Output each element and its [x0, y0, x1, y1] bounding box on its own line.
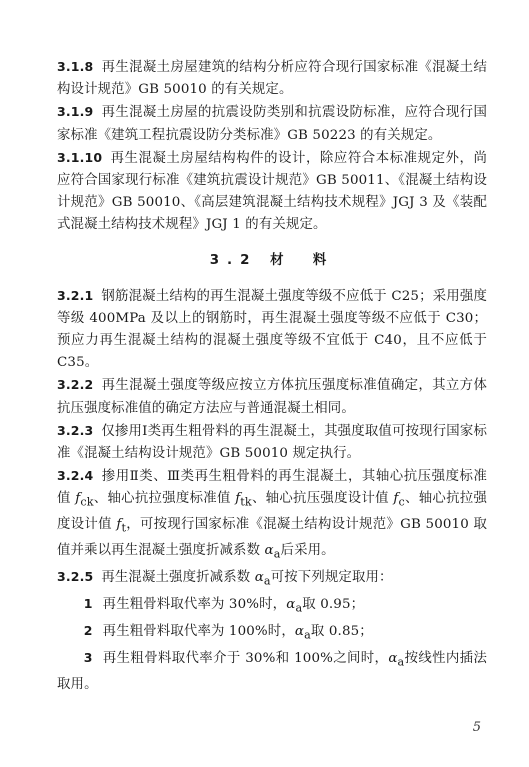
subscript: t — [121, 522, 127, 535]
symbol: α — [286, 596, 296, 612]
subscript: tk — [240, 496, 252, 510]
subscript: a — [263, 574, 271, 588]
symbol: α — [254, 570, 264, 586]
clause-3-1-10 — [57, 147, 487, 237]
clause-number: 3.2.5 — [57, 569, 94, 585]
clause-text: 再生混凝土强度折减系数 — [101, 570, 255, 586]
symbol: f — [75, 491, 81, 507]
clause-3-1-9 — [57, 101, 487, 146]
item-number: 1 — [83, 595, 93, 611]
clause-text: 、轴心抗拉强度标准值 — [93, 491, 236, 507]
symbol: α — [388, 650, 398, 666]
clause-number: 3.2.2 — [57, 377, 94, 393]
symbol: α — [294, 623, 305, 639]
document-page — [57, 0, 487, 696]
clause-text: 再生混凝土房屋的抗震设防类别和抗震设防标准，应符合现行国家标准《建筑工程抗震设防分类标准》GB 50223 的有关规定。 — [57, 105, 487, 143]
subscript: c — [398, 496, 405, 510]
clause-text: 钢筋混凝土结构的再生混凝土强度等级不应低于 C25；采用强度等级 400MPa 及以上的钢筋时，再生混凝土强度等级不应低于 C30；预应力再生混凝土结构的混凝土强度等级不宜低于 C40，且不应低于 C35。 — [57, 288, 487, 371]
clause-text: 仅掺用Ⅰ类再生粗骨料的再生混凝土，其强度取值可按现行国家标准《混凝土结构设计规范》GB 50010 规定执行。 — [57, 423, 487, 462]
clause-number: 3.1.8 — [57, 59, 94, 74]
clause-number: 3.2.1 — [57, 287, 94, 303]
clause-3-2-5 — [57, 566, 487, 593]
clause-number: 3.1.10 — [57, 149, 103, 165]
clause-number: 3.2.3 — [57, 422, 94, 438]
subscript: a — [397, 655, 405, 669]
symbol: α — [264, 543, 274, 559]
clause-3-2-1 — [57, 285, 487, 375]
item-text: 再生粗骨料取代率介于 30%和 100%之间时， — [102, 650, 389, 666]
clause-text: 再生混凝土房屋建筑的结构分析应符合现行国家标准《混凝土结构设计规范》GB 50010 的有关规定。 — [57, 60, 487, 98]
item-number: 3 — [83, 649, 93, 665]
symbol: f — [116, 517, 122, 533]
list-item — [57, 647, 487, 696]
clause-text: 再生混凝土强度等级应按立方体抗压强度标准值确定，其立方体抗压强度标准值的确定方法应与普通混凝土相同。 — [57, 378, 487, 416]
subscript: ck — [80, 496, 94, 510]
symbol: f — [235, 491, 241, 507]
section-title: 3.2 材 料 — [209, 252, 335, 268]
clause-text: 、轴心抗拉强度设计值 — [57, 491, 487, 533]
clause-text: 可按下列规定取用： — [270, 570, 393, 586]
clause-3-2-2 — [57, 374, 487, 419]
item-text: 按线性内插法取用。 — [57, 650, 487, 692]
clause-text: 后采用。 — [280, 543, 335, 559]
clause-3-2-4 — [57, 465, 487, 566]
symbol: f — [393, 491, 399, 507]
subscript: a — [295, 601, 303, 615]
item-text: 再生粗骨料取代率为 100%时， — [102, 623, 295, 639]
page-number: 5 — [472, 720, 481, 735]
item-text: 再生粗骨料取代率为 30%时， — [102, 596, 287, 612]
item-text: 取 0.95； — [302, 596, 365, 612]
clause-text: ，可按现行国家标准《混凝土结构设计规范》GB 50010 取值并乘以再生混凝土强度折减系数 — [57, 517, 487, 559]
clause-3-1-8 — [57, 56, 487, 101]
subscript: a — [304, 628, 311, 642]
clause-text: 掺用Ⅱ类、Ⅲ类再生粗骨料的再生混凝土，其轴心抗压强度标准值 — [57, 469, 487, 507]
clause-number: 3.2.4 — [57, 468, 94, 484]
list-item — [57, 593, 487, 620]
list-item — [57, 620, 487, 647]
clause-3-2-3 — [57, 420, 487, 465]
clause-text: 、轴心抗压强度设计值 — [251, 491, 394, 507]
item-number: 2 — [83, 622, 93, 638]
subscript: a — [273, 547, 281, 561]
clause-text: 再生混凝土房屋结构构件的设计，除应符合本标准规定外，尚应符合国家现行标准《建筑抗震设计规范》GB 50011、《混凝土结构设计规范》GB 50010、《高层建筑混凝土结构技术规程》JGJ 3 及《装配式混凝土结构技术规程》JGJ 1 的有关规定。 — [57, 150, 487, 233]
item-text: 取 0.85； — [310, 623, 373, 639]
clause-number: 3.1.9 — [57, 104, 94, 120]
